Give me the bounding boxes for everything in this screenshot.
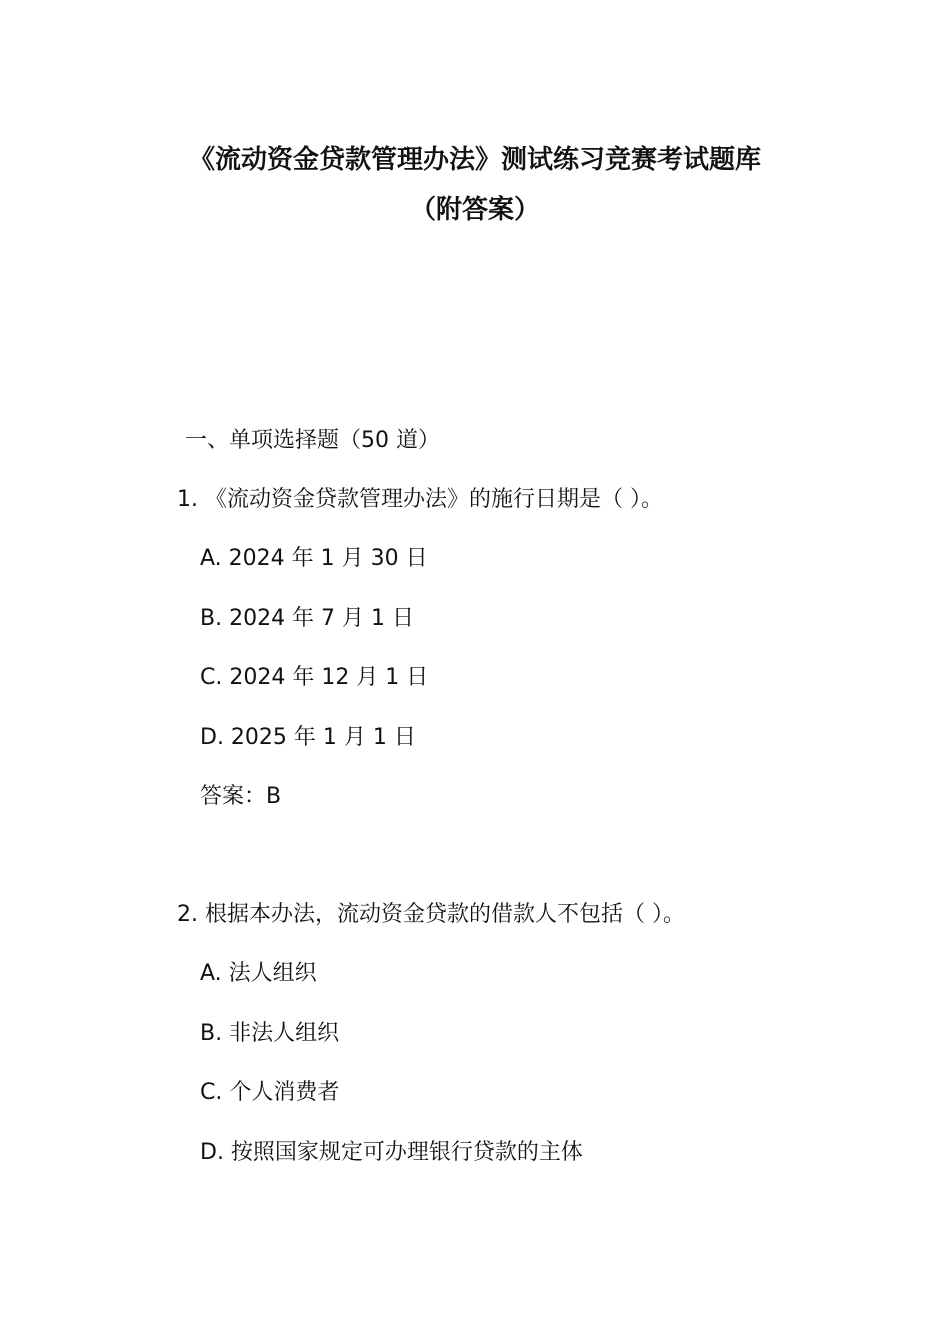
question-1-option-b: B. 2024 年 7 月 1 日 [200, 606, 415, 631]
document-title: 《流动资金贷款管理办法》测试练习竞赛考试题库 [188, 145, 761, 175]
document-subtitle: （附答案） [409, 195, 540, 225]
question-1-option-a: A. 2024 年 1 月 30 日 [200, 546, 428, 571]
question-2-option-c: C. 个人消费者 [200, 1080, 340, 1105]
question-2-option-b: B. 非法人组织 [200, 1021, 340, 1046]
section-heading: 一、单项选择题（50 道） [185, 428, 440, 453]
question-1-answer: 答案：B [200, 784, 282, 809]
question-1-option-c: C. 2024 年 12 月 1 日 [200, 665, 429, 690]
question-2-stem: 2. 根据本办法，流动资金贷款的借款人不包括（ ）。 [177, 902, 685, 927]
question-1-option-d: D. 2025 年 1 月 1 日 [200, 725, 416, 750]
question-2-option-d: D. 按照国家规定可办理银行贷款的主体 [200, 1140, 583, 1165]
question-1-stem: 1. 《流动资金贷款管理办法》的施行日期是（ ）。 [177, 487, 663, 512]
question-2-option-a: A. 法人组织 [200, 961, 317, 986]
